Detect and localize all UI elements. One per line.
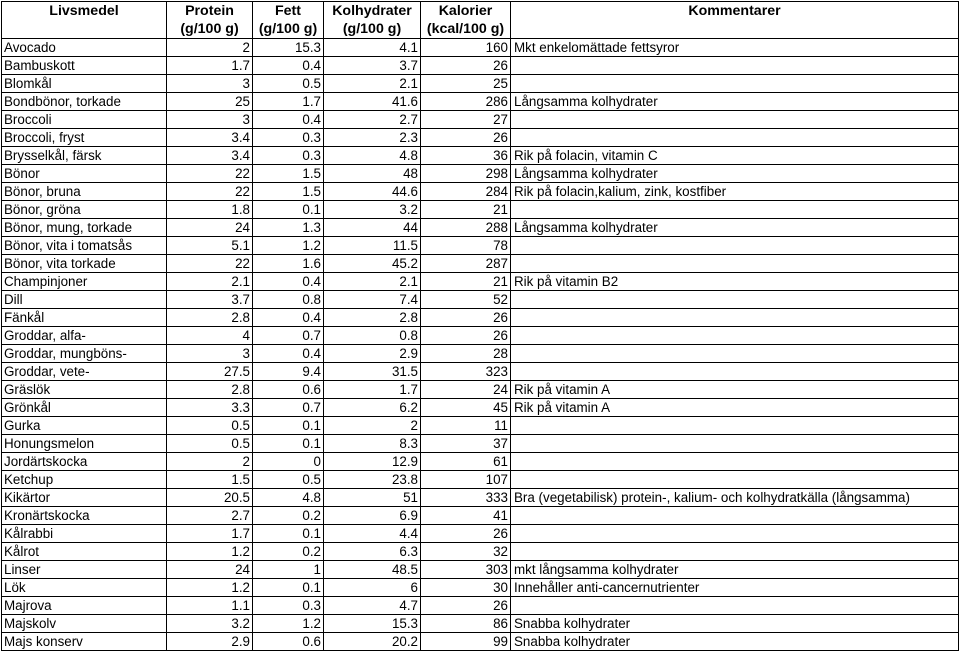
cell-comment xyxy=(511,453,959,471)
cell-protein: 2.8 xyxy=(167,309,253,327)
cell-protein: 1.5 xyxy=(167,471,253,489)
cell-kcal: 288 xyxy=(421,219,511,237)
cell-comment xyxy=(511,525,959,543)
cell-name: Kikärtor xyxy=(2,489,167,507)
cell-name: Majs konserv xyxy=(2,633,167,651)
cell-protein: 1.1 xyxy=(167,597,253,615)
header-name xyxy=(2,2,167,39)
cell-kcal: 52 xyxy=(421,291,511,309)
cell-comment xyxy=(511,129,959,147)
cell-kcal: 25 xyxy=(421,75,511,93)
cell-kcal: 26 xyxy=(421,327,511,345)
cell-fat: 9.4 xyxy=(253,363,324,381)
table-row xyxy=(2,507,959,525)
table-row xyxy=(2,363,959,381)
cell-kcal: 28 xyxy=(421,345,511,363)
cell-protein: 1.7 xyxy=(167,525,253,543)
table-row xyxy=(2,237,959,255)
cell-comment xyxy=(511,345,959,363)
cell-comment xyxy=(511,57,959,75)
cell-comment xyxy=(511,237,959,255)
cell-carbs: 12.9 xyxy=(324,453,421,471)
cell-fat: 0.1 xyxy=(253,417,324,435)
cell-kcal: 298 xyxy=(421,165,511,183)
header-protein-label: Protein xyxy=(185,3,234,19)
cell-kcal: 26 xyxy=(421,57,511,75)
cell-comment: Långsamma kolhydrater xyxy=(511,219,959,237)
cell-carbs: 1.7 xyxy=(324,381,421,399)
cell-protein: 25 xyxy=(167,93,253,111)
cell-protein: 2.8 xyxy=(167,381,253,399)
cell-carbs: 2.1 xyxy=(324,75,421,93)
header-kcal-label: Kalorier xyxy=(438,3,493,19)
cell-protein: 3 xyxy=(167,111,253,129)
cell-name: Broccoli xyxy=(2,111,167,129)
cell-carbs: 44.6 xyxy=(324,183,421,201)
cell-carbs: 4.7 xyxy=(324,597,421,615)
cell-carbs: 4.4 xyxy=(324,525,421,543)
cell-comment: Snabba kolhydrater xyxy=(511,615,959,633)
cell-fat: 0.2 xyxy=(253,507,324,525)
cell-protein: 1.2 xyxy=(167,579,253,597)
cell-carbs: 48 xyxy=(324,165,421,183)
cell-kcal: 11 xyxy=(421,417,511,435)
cell-carbs: 2.3 xyxy=(324,129,421,147)
cell-fat: 0.8 xyxy=(253,291,324,309)
cell-kcal: 160 xyxy=(421,39,511,57)
cell-name: Bönor, mung, torkade xyxy=(2,219,167,237)
cell-protein: 3 xyxy=(167,75,253,93)
cell-protein: 2.1 xyxy=(167,273,253,291)
cell-kcal: 26 xyxy=(421,525,511,543)
cell-kcal: 26 xyxy=(421,129,511,147)
header-protein xyxy=(167,2,253,39)
cell-name: Lök xyxy=(2,579,167,597)
header-comment-spacer xyxy=(513,20,956,38)
table-row xyxy=(2,633,959,651)
table-row xyxy=(2,381,959,399)
table-row xyxy=(2,597,959,615)
cell-protein: 3.3 xyxy=(167,399,253,417)
cell-carbs: 41.6 xyxy=(324,93,421,111)
cell-carbs: 51 xyxy=(324,489,421,507)
cell-kcal: 284 xyxy=(421,183,511,201)
header-kcal xyxy=(421,2,511,39)
cell-name: Linser xyxy=(2,561,167,579)
cell-protein: 27.5 xyxy=(167,363,253,381)
cell-protein: 22 xyxy=(167,165,253,183)
cell-carbs: 20.2 xyxy=(324,633,421,651)
cell-fat: 0.1 xyxy=(253,435,324,453)
cell-name: Gräslök xyxy=(2,381,167,399)
cell-kcal: 41 xyxy=(421,507,511,525)
cell-name: Groddar, mungböns- xyxy=(2,345,167,363)
cell-name: Blomkål xyxy=(2,75,167,93)
cell-name: Brysselkål, färsk xyxy=(2,147,167,165)
cell-comment: Bra (vegetabilisk) protein-, kalium- och kolhydratkälla (långsamma) xyxy=(511,489,959,507)
cell-protein: 0.5 xyxy=(167,417,253,435)
table-row xyxy=(2,327,959,345)
cell-comment: Långsamma kolhydrater xyxy=(511,165,959,183)
cell-name: Bondbönor, torkade xyxy=(2,93,167,111)
cell-name: Dill xyxy=(2,291,167,309)
header-protein-unit: (g/100 g) xyxy=(180,21,239,37)
cell-comment: Långsamma kolhydrater xyxy=(511,93,959,111)
cell-comment: Rik på vitamin A xyxy=(511,381,959,399)
cell-protein: 2.9 xyxy=(167,633,253,651)
cell-name: Bönor, bruna xyxy=(2,183,167,201)
table-row xyxy=(2,309,959,327)
cell-kcal: 107 xyxy=(421,471,511,489)
cell-fat: 0.3 xyxy=(253,129,324,147)
cell-comment xyxy=(511,291,959,309)
cell-comment: Innehåller anti-cancernutrienter xyxy=(511,579,959,597)
table-row xyxy=(2,201,959,219)
cell-kcal: 323 xyxy=(421,363,511,381)
cell-kcal: 24 xyxy=(421,381,511,399)
cell-fat: 1.5 xyxy=(253,165,324,183)
cell-fat: 0.7 xyxy=(253,327,324,345)
header-fat xyxy=(253,2,324,39)
cell-name: Bönor xyxy=(2,165,167,183)
cell-comment xyxy=(511,363,959,381)
cell-protein: 2 xyxy=(167,453,253,471)
cell-kcal: 78 xyxy=(421,237,511,255)
cell-carbs: 15.3 xyxy=(324,615,421,633)
header-fat-label: Fett xyxy=(274,3,301,19)
cell-carbs: 31.5 xyxy=(324,363,421,381)
cell-name: Groddar, alfa- xyxy=(2,327,167,345)
cell-carbs: 45.2 xyxy=(324,255,421,273)
cell-name: Jordärtskocka xyxy=(2,453,167,471)
nutrition-table xyxy=(1,1,959,651)
table-row xyxy=(2,273,959,291)
table-header xyxy=(2,2,959,39)
table-row xyxy=(2,435,959,453)
cell-carbs: 2.1 xyxy=(324,273,421,291)
cell-fat: 1.3 xyxy=(253,219,324,237)
cell-protein: 22 xyxy=(167,183,253,201)
cell-kcal: 26 xyxy=(421,597,511,615)
cell-name: Bönor, vita i tomatsås xyxy=(2,237,167,255)
cell-comment: Snabba kolhydrater xyxy=(511,633,959,651)
cell-fat: 0.4 xyxy=(253,111,324,129)
table-row xyxy=(2,561,959,579)
cell-fat: 0.4 xyxy=(253,345,324,363)
cell-name: Broccoli, fryst xyxy=(2,129,167,147)
cell-kcal: 333 xyxy=(421,489,511,507)
cell-fat: 0.1 xyxy=(253,201,324,219)
cell-fat: 4.8 xyxy=(253,489,324,507)
cell-carbs: 48.5 xyxy=(324,561,421,579)
cell-comment xyxy=(511,201,959,219)
cell-fat: 0.6 xyxy=(253,633,324,651)
cell-carbs: 11.5 xyxy=(324,237,421,255)
cell-name: Grönkål xyxy=(2,399,167,417)
cell-comment xyxy=(511,507,959,525)
cell-carbs: 44 xyxy=(324,219,421,237)
cell-fat: 0 xyxy=(253,453,324,471)
cell-name: Kronärtskocka xyxy=(2,507,167,525)
table-row xyxy=(2,543,959,561)
table-row xyxy=(2,93,959,111)
cell-name: Champinjoner xyxy=(2,273,167,291)
cell-comment xyxy=(511,75,959,93)
cell-kcal: 287 xyxy=(421,255,511,273)
cell-comment xyxy=(511,597,959,615)
cell-protein: 1.2 xyxy=(167,543,253,561)
header-comment-label: Kommentarer xyxy=(688,3,781,19)
cell-protein: 2.7 xyxy=(167,507,253,525)
cell-name: Ketchup xyxy=(2,471,167,489)
cell-fat: 0.3 xyxy=(253,147,324,165)
cell-fat: 15.3 xyxy=(253,39,324,57)
cell-protein: 24 xyxy=(167,219,253,237)
cell-fat: 0.2 xyxy=(253,543,324,561)
cell-kcal: 21 xyxy=(421,273,511,291)
cell-comment xyxy=(511,255,959,273)
cell-protein: 3.2 xyxy=(167,615,253,633)
cell-protein: 3 xyxy=(167,345,253,363)
cell-comment: Rik på folacin,kalium, zink, kostfiber xyxy=(511,183,959,201)
cell-carbs: 2.8 xyxy=(324,309,421,327)
table-row xyxy=(2,39,959,57)
cell-fat: 0.6 xyxy=(253,381,324,399)
cell-kcal: 37 xyxy=(421,435,511,453)
cell-fat: 1.2 xyxy=(253,615,324,633)
cell-fat: 1.6 xyxy=(253,255,324,273)
cell-kcal: 286 xyxy=(421,93,511,111)
cell-protein: 3.7 xyxy=(167,291,253,309)
cell-fat: 0.4 xyxy=(253,57,324,75)
cell-carbs: 6.2 xyxy=(324,399,421,417)
cell-kcal: 99 xyxy=(421,633,511,651)
cell-protein: 4 xyxy=(167,327,253,345)
header-row xyxy=(2,2,959,39)
cell-fat: 1.5 xyxy=(253,183,324,201)
cell-comment xyxy=(511,111,959,129)
table-row xyxy=(2,453,959,471)
table-row xyxy=(2,75,959,93)
header-comment xyxy=(511,2,959,39)
cell-name: Groddar, vete- xyxy=(2,363,167,381)
cell-kcal: 86 xyxy=(421,615,511,633)
header-carbs-label: Kolhydrater xyxy=(332,3,412,19)
cell-comment xyxy=(511,417,959,435)
table-row xyxy=(2,489,959,507)
cell-carbs: 0.8 xyxy=(324,327,421,345)
cell-carbs: 3.7 xyxy=(324,57,421,75)
table-row xyxy=(2,219,959,237)
cell-carbs: 6.3 xyxy=(324,543,421,561)
table-row xyxy=(2,345,959,363)
cell-name: Bambuskott xyxy=(2,57,167,75)
cell-carbs: 2 xyxy=(324,417,421,435)
cell-comment: Rik på vitamin A xyxy=(511,399,959,417)
table-row xyxy=(2,579,959,597)
cell-fat: 0.4 xyxy=(253,273,324,291)
cell-name: Majskolv xyxy=(2,615,167,633)
cell-fat: 0.5 xyxy=(253,471,324,489)
cell-fat: 0.1 xyxy=(253,579,324,597)
cell-comment xyxy=(511,327,959,345)
cell-name: Kålrabbi xyxy=(2,525,167,543)
cell-kcal: 36 xyxy=(421,147,511,165)
cell-fat: 0.4 xyxy=(253,309,324,327)
cell-protein: 0.5 xyxy=(167,435,253,453)
header-kcal-unit: (kcal/100 g) xyxy=(426,21,505,37)
cell-fat: 0.1 xyxy=(253,525,324,543)
cell-carbs: 2.9 xyxy=(324,345,421,363)
table-row xyxy=(2,183,959,201)
cell-fat: 0.7 xyxy=(253,399,324,417)
table-row xyxy=(2,147,959,165)
cell-name: Avocado xyxy=(2,39,167,57)
cell-fat: 0.5 xyxy=(253,75,324,93)
table-row xyxy=(2,129,959,147)
cell-protein: 22 xyxy=(167,255,253,273)
cell-comment xyxy=(511,309,959,327)
cell-kcal: 61 xyxy=(421,453,511,471)
cell-kcal: 45 xyxy=(421,399,511,417)
cell-protein: 20.5 xyxy=(167,489,253,507)
table-row xyxy=(2,111,959,129)
cell-carbs: 2.7 xyxy=(324,111,421,129)
cell-kcal: 26 xyxy=(421,309,511,327)
cell-protein: 3.4 xyxy=(167,129,253,147)
cell-carbs: 6 xyxy=(324,579,421,597)
cell-protein: 1.8 xyxy=(167,201,253,219)
cell-protein: 1.7 xyxy=(167,57,253,75)
table-row xyxy=(2,291,959,309)
cell-name: Honungsmelon xyxy=(2,435,167,453)
cell-name: Fänkål xyxy=(2,309,167,327)
cell-protein: 5.1 xyxy=(167,237,253,255)
cell-name: Majrova xyxy=(2,597,167,615)
cell-comment xyxy=(511,471,959,489)
header-carbs-unit: (g/100 g) xyxy=(342,21,402,37)
cell-carbs: 23.8 xyxy=(324,471,421,489)
cell-comment: mkt långsamma kolhydrater xyxy=(511,561,959,579)
cell-carbs: 3.2 xyxy=(324,201,421,219)
cell-carbs: 6.9 xyxy=(324,507,421,525)
cell-kcal: 32 xyxy=(421,543,511,561)
cell-carbs: 4.8 xyxy=(324,147,421,165)
table-row xyxy=(2,255,959,273)
cell-kcal: 21 xyxy=(421,201,511,219)
header-name-label: Livsmedel xyxy=(49,3,119,19)
cell-carbs: 8.3 xyxy=(324,435,421,453)
cell-comment: Rik på vitamin B2 xyxy=(511,273,959,291)
table-row xyxy=(2,615,959,633)
cell-fat: 1.2 xyxy=(253,237,324,255)
table-row xyxy=(2,417,959,435)
cell-comment: Mkt enkelomättade fettsyror xyxy=(511,39,959,57)
cell-protein: 3.4 xyxy=(167,147,253,165)
cell-fat: 0.3 xyxy=(253,597,324,615)
cell-fat: 1 xyxy=(253,561,324,579)
table-row xyxy=(2,471,959,489)
table-row xyxy=(2,399,959,417)
header-carbs xyxy=(324,2,421,39)
cell-kcal: 27 xyxy=(421,111,511,129)
cell-name: Gurka xyxy=(2,417,167,435)
cell-carbs: 7.4 xyxy=(324,291,421,309)
cell-name: Bönor, vita torkade xyxy=(2,255,167,273)
cell-carbs: 4.1 xyxy=(324,39,421,57)
cell-protein: 24 xyxy=(167,561,253,579)
cell-protein: 2 xyxy=(167,39,253,57)
table-row xyxy=(2,525,959,543)
cell-name: Bönor, gröna xyxy=(2,201,167,219)
cell-kcal: 30 xyxy=(421,579,511,597)
table-row xyxy=(2,165,959,183)
cell-name: Kålrot xyxy=(2,543,167,561)
cell-comment xyxy=(511,543,959,561)
table-body xyxy=(2,39,959,651)
header-name-spacer xyxy=(4,20,164,38)
header-fat-unit: (g/100 g) xyxy=(258,21,318,37)
table-row xyxy=(2,57,959,75)
cell-kcal: 303 xyxy=(421,561,511,579)
cell-comment: Rik på folacin, vitamin C xyxy=(511,147,959,165)
cell-comment xyxy=(511,435,959,453)
cell-fat: 1.7 xyxy=(253,93,324,111)
